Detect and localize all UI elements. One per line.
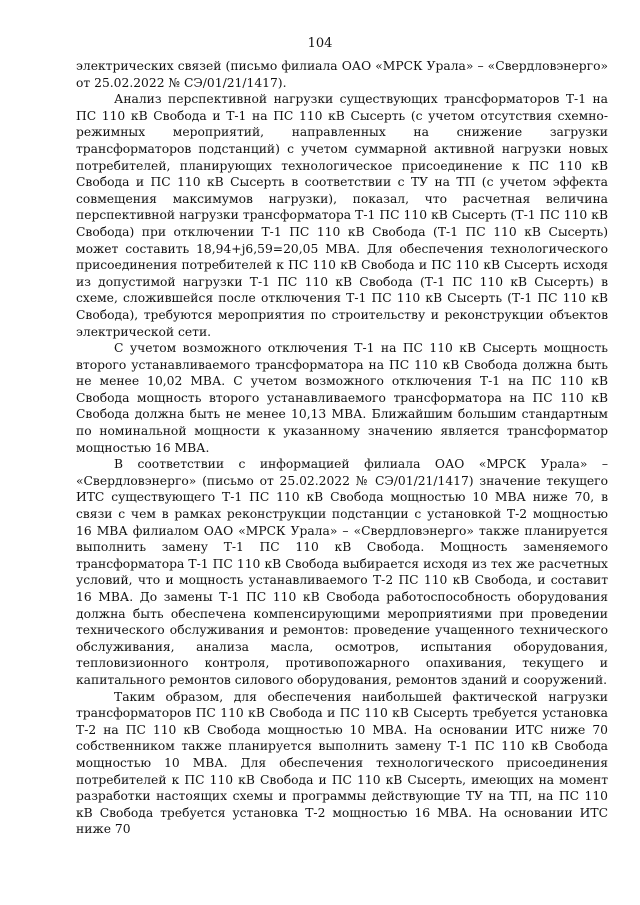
- paragraph-4: В соответствии с информацией филиала ОАО «МРСК Урала» – «Свердловэнерго» (письмо от 25.02.2022 № СЭ/01/21/1417) значение текущего ИТС существующего Т-1 ПС 110 кВ Свобода мощностью 10 МВА ниже 70, в связи с чем в рамках реконструкции подстанции с установкой Т-2 мощностью 16 МВА филиалом ОАО «МРСК Урала» – «Свердловэнерго» также планируется выполнить замену Т-1 ПС 110 кВ Свобода. Мощность заменяемого трансформатора Т-1 ПС 110 кВ Свобода выбирается исходя из тех же расчетных условий, что и мощность устанавливаемого Т-2 ПС 110 кВ Свобода, и составит 16 МВА. До замены Т-1 ПС 110 кВ Свобода работоспособность оборудования должна быть обеспечена компенсирующими мероприятиями при проведении технического обслуживания и ремонтов: проведение учащенного технического обслуживания, анализа масла, осмотров, испытания оборудования, тепловизионного контроля, противопожарного опахивания, текущего и капитального ремонтов силового оборудования, ремонтов зданий и сооружений.: [76, 457, 608, 687]
- paragraph-3: С учетом возможного отключения Т-1 на ПС 110 кВ Сысерть мощность второго устанавливаемого трансформатора на ПС 110 кВ Свобода должна быть не менее 10,02 МВА. С учетом возможного отключения Т-1 на ПС 110 кВ Свобода мощность второго устанавливаемого трансформатора на ПС 110 кВ Свобода должна быть не менее 10,13 МВА. Ближайшим большим стандартным по номинальной мощности к указанному значению является трансформатор мощностью 16 МВА.: [76, 341, 608, 455]
- paragraph-5: Таким образом, для обеспечения наибольшей фактической нагрузки трансформаторов ПС 110 кВ Свобода и ПС 110 кВ Сысерть требуется установка Т-2 на ПС 110 кВ Свобода мощностью 10 МВА. На основании ИТС ниже 70 собственником также планируется выполнить замену Т-1 ПС 110 кВ Свобода мощностью 10 МВА. Для обеспечения технологического присоединения потребителей к ПС 110 кВ Свобода и ПС 110 кВ Сысерть, имеющих на момент разработки настоящих схемы и программы действующие ТУ на ТП, на ПС 110 кВ Свобода требуется установка Т-2 мощностью 16 МВА. На основании ИТС ниже 70: [76, 689, 608, 837]
- paragraph-2: Анализ перспективной нагрузки существующих трансформаторов Т-1 на ПС 110 кВ Свобода и Т-1 на ПС 110 кВ Сысерть (с учетом отсутствия схемно-режимных мероприятий, направленных на снижение загрузки трансформаторов подстанций) с учетом суммарной активной нагрузки новых потребителей, планирующих технологическое присоединение к ПС 110 кВ Свобода и ПС 110 кВ Сысерть в соответствии с ТУ на ТП (с учетом эффекта совмещения максимумов нагрузки), показал, что расчетная величина перспективной нагрузки трансформатора Т-1 ПС 110 кВ Сысерть (Т-1 ПС 110 кВ Свобода) при отключении Т-1 ПС 110 кВ Свобода (Т-1 ПС 110 кВ Сысерть) может составить 18,94+j6,59=20,05 МВА. Для обеспечения технологического присоединения потребителей к ПС 110 кВ Свобода и ПС 110 кВ Сысерть исходя из допустимой нагрузки Т-1 ПС 110 кВ Свобода (Т-1 ПС 110 кВ Сысерть) в схеме, сложившейся после отключения Т-1 ПС 110 кВ Сысерть (Т-1 ПС 110 кВ Свобода), требуются мероприятия по строительству и реконструкции объектов электрической сети.: [76, 92, 608, 339]
- page-number: 104: [307, 36, 333, 51]
- paragraph-1: электрических связей (письмо филиала ОАО «МРСК Урала» – «Свердловэнерго» от 25.02.2022 № СЭ/01/21/1417).: [76, 59, 608, 90]
- document-body: [76, 58, 608, 838]
